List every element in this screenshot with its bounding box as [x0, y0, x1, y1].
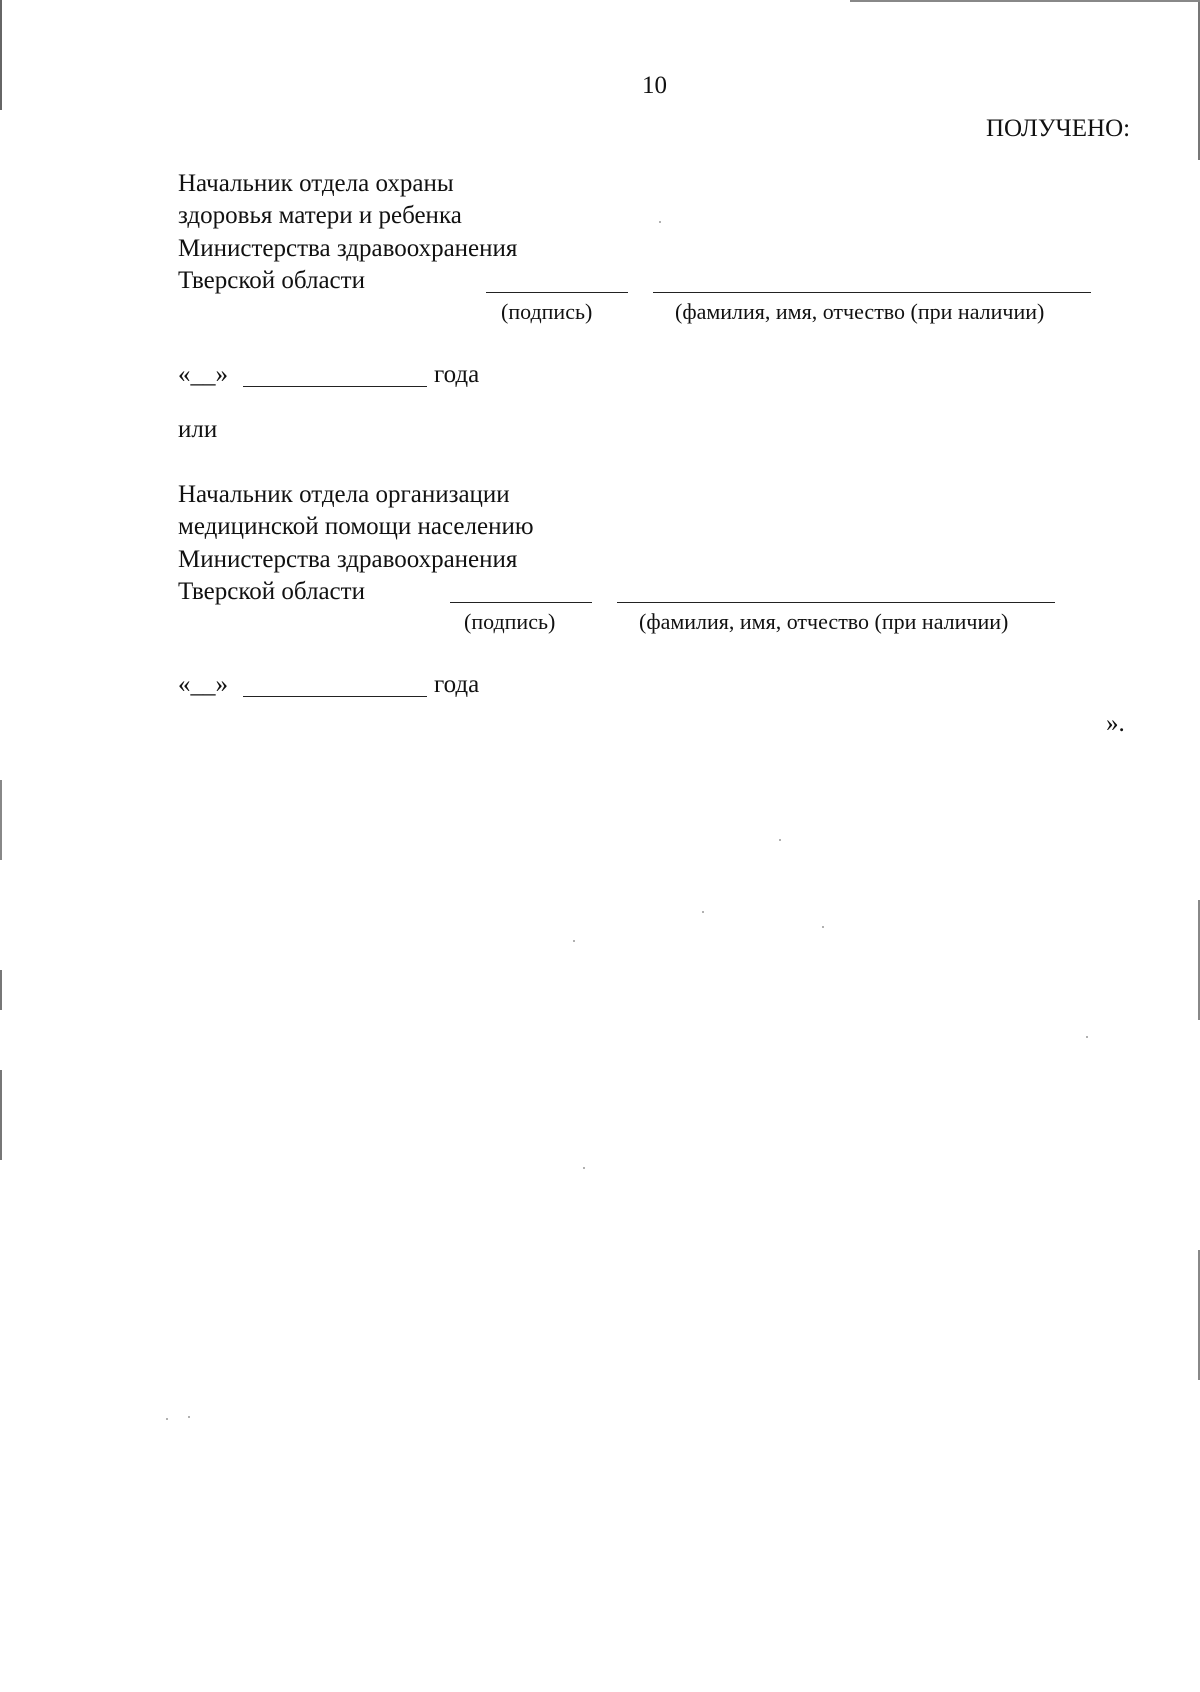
block1-date-prefix: «__»: [178, 361, 228, 388]
block1-position-line2: здоровья матери и ребенка: [178, 202, 462, 229]
block2-signature-caption: (подпись): [464, 609, 556, 634]
block2-position-line2: медицинской помощи населению: [178, 513, 534, 540]
scan-speck: [583, 1167, 585, 1169]
block2-signature-line: [450, 602, 592, 603]
scan-speck: [779, 839, 781, 841]
block1-position-line4: Тверской области: [178, 267, 365, 294]
or-text: или: [178, 416, 218, 443]
block1-position-line1: Начальник отдела охраны: [178, 170, 454, 197]
scan-speck: [702, 911, 704, 913]
page-number: 10: [642, 72, 667, 99]
block1-name-caption: (фамилия, имя, отчество (при наличии): [675, 299, 1045, 324]
block2-position-line1: Начальник отдела организации: [178, 481, 510, 508]
block2-date-prefix: «__»: [178, 671, 228, 698]
received-label: ПОЛУЧЕНО:: [986, 115, 1131, 142]
block1-name-line: [653, 292, 1091, 293]
scan-edge-left: [0, 0, 2, 1692]
scan-speck: [822, 926, 824, 928]
scan-speck: [188, 1416, 190, 1418]
block2-date-suffix: года: [434, 671, 480, 698]
block1-date-suffix: года: [434, 361, 480, 388]
closing-quote-mark: ».: [1106, 710, 1125, 737]
block1-position-line3: Министерства здравоохранения: [178, 235, 518, 262]
block1-signature-caption: (подпись): [501, 299, 593, 324]
scan-speck: [573, 940, 575, 942]
scan-speck: [166, 1418, 168, 1420]
block1-signature-line: [486, 292, 628, 293]
block2-name-caption: (фамилия, имя, отчество (при наличии): [639, 609, 1009, 634]
scan-edge-top: [850, 0, 1200, 2]
block2-name-line: [617, 602, 1055, 603]
block2-position-line4: Тверской области: [178, 578, 365, 605]
block1-date-line: [243, 386, 427, 387]
scan-speck: [659, 221, 661, 223]
block2-date-line: [243, 696, 427, 697]
block2-position-line3: Министерства здравоохранения: [178, 546, 518, 573]
scan-speck: [1086, 1036, 1088, 1038]
